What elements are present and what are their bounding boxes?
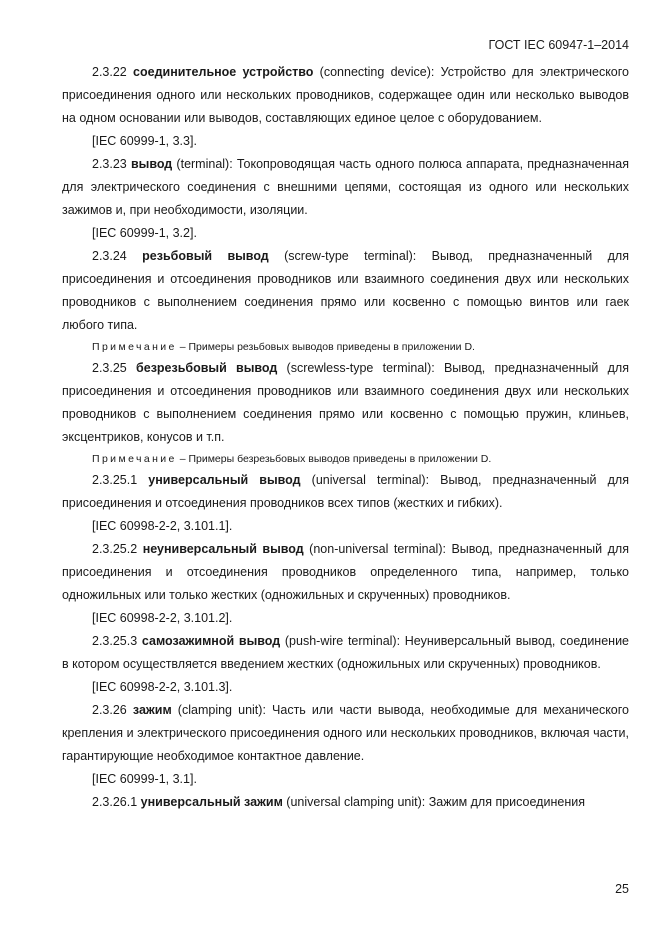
- term-2-3-25-1: 2.3.25.1 универсальный вывод (universal terminal): Вывод, предназначенный для присоединения и отсоединения проводников всех типов (жестких и гибких).: [62, 473, 629, 510]
- reference: [IEC 60998-2-2, 3.101.2].: [92, 611, 233, 625]
- term-2-3-25: 2.3.25 безрезьбовый вывод (screwless-type terminal): Вывод, предназначенный для присоединения и отсоединения проводников или взаимного соединения двух или нескольких проводников с выполнением соединения прямо или косвенно с помощью пружин, клиньев, эксцентриков, конусов и т.п.: [62, 361, 629, 444]
- document-body: [62, 61, 629, 814]
- page-number: 25: [615, 882, 629, 896]
- term-2-3-26-1: 2.3.26.1 универсальный зажим (universal clamping unit): Зажим для присоединения: [92, 795, 585, 809]
- term-2-3-25-3: 2.3.25.3 самозажимной вывод (push-wire terminal): Неуниверсальный вывод, соединение в котором осуществляется введением жестких (одножильных или скрученных) проводников.: [62, 634, 630, 671]
- reference: [IEC 60998-2-2, 3.101.3].: [92, 680, 233, 694]
- reference: [IEC 60999-1, 3.1].: [92, 772, 197, 786]
- reference: [IEC 60998-2-2, 3.101.1].: [92, 519, 233, 533]
- term-2-3-23: 2.3.23 вывод (terminal): Токопроводящая часть одного полюса аппарата, предназначенная для электрического соединения с внешними цепями, состоящая из одного или нескольких зажимов и, при необходимости, изоляции.: [62, 157, 629, 217]
- term-2-3-25-2: 2.3.25.2 неуниверсальный вывод (non-universal terminal): Вывод, предназначенный для присоединения и отсоединения проводников определенного типа, например, только одножильных или только жестких (одножильных и скрученных) проводников.: [62, 542, 629, 602]
- term-2-3-22: 2.3.22 соединительное устройство (connecting device): Устройство для электрического присоединения одного или нескольких проводников, содержащее один или несколько выводов на одном основании или выводов, составляющих единое целое с оборудованием.: [62, 65, 629, 125]
- term-2-3-26: 2.3.26 зажим (clamping unit): Часть или части вывода, необходимые для механического крепления и электрического присоединения одного или нескольких проводников, включая части, гарантирующие необходимое контактное давление.: [62, 703, 629, 763]
- reference: [IEC 60999-1, 3.3].: [92, 134, 197, 148]
- note: Примечание – Примеры резьбовых выводов приведены в приложении D.: [92, 341, 475, 353]
- note: Примечание – Примеры безрезьбовых выводов приведены в приложении D.: [92, 453, 492, 465]
- term-2-3-24: 2.3.24 резьбовый вывод (screw-type terminal): Вывод, предназначенный для присоединения и отсоединения проводников или взаимного соединения двух или нескольких проводников с выполнением соединения прямо или косвенно с помощью винтов или гаек любого типа.: [62, 249, 629, 332]
- standard-header: ГОСТ IEC 60947-1–2014: [488, 38, 629, 52]
- reference: [IEC 60999-1, 3.2].: [92, 226, 197, 240]
